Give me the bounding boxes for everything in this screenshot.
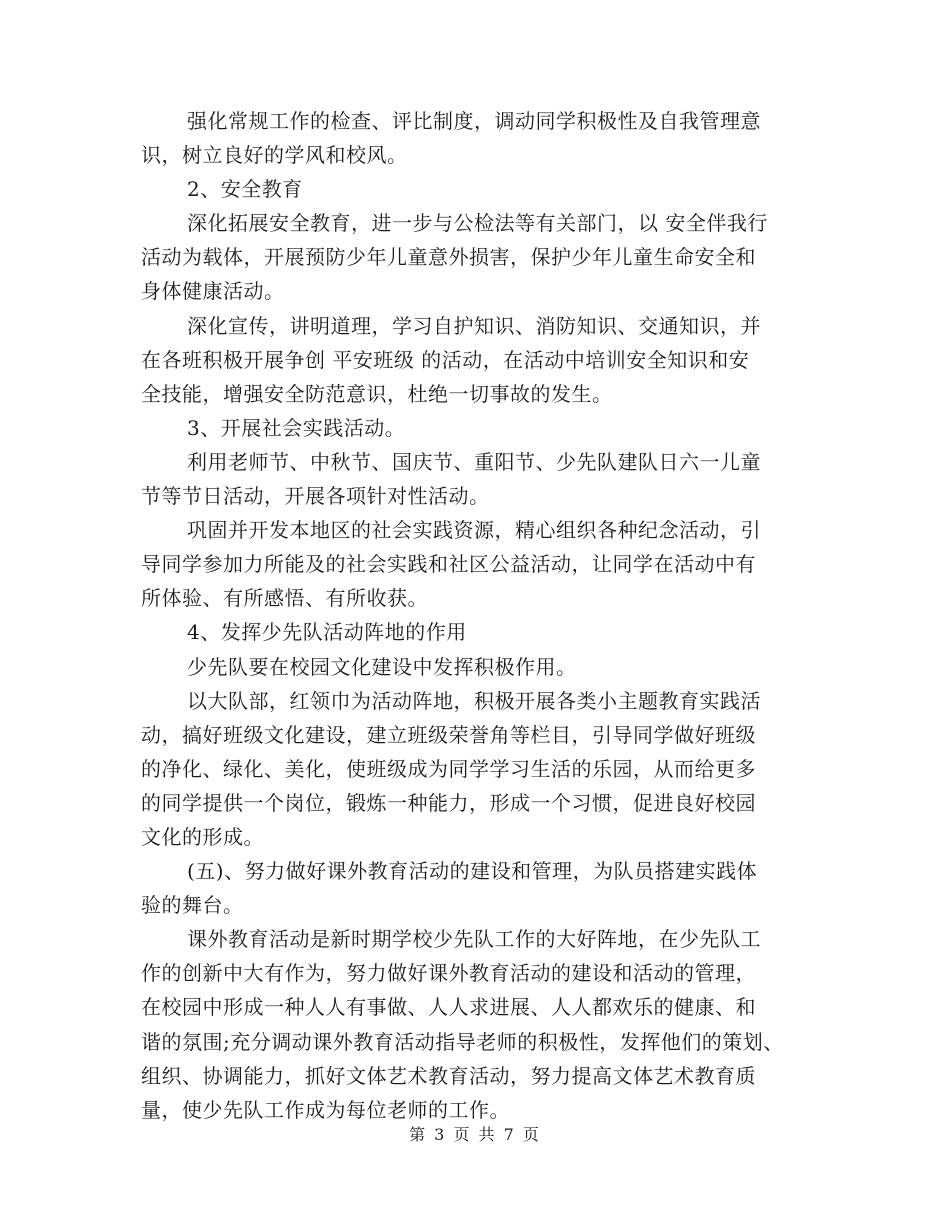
text-line: 文化的形成。 bbox=[141, 824, 264, 849]
text-line: 课外教育活动是新时期学校少先队工作的大好阵地，在少先队工 bbox=[187, 927, 761, 952]
text-line: 动，搞好班级文化建设，建立班级荣誉角等栏目，引导同学做好班级 bbox=[141, 722, 756, 747]
text-line: 活动为载体，开展预防少年儿童意外损害，保护少年儿童生命安全和 bbox=[141, 245, 756, 270]
text-line: 组织、协调能力，抓好文体艺术教育活动，努力提高文体艺术教育质 bbox=[141, 1063, 756, 1088]
text-line: 验的舞台。 bbox=[141, 893, 244, 918]
text-line: 少先队要在校园文化建设中发挥积极作用。 bbox=[187, 654, 577, 679]
document-body bbox=[141, 104, 809, 1127]
text-line: 的净化、绿化、美化，使班级成为同学学习生活的乐园，从而给更多 bbox=[141, 756, 756, 781]
text-line: 在校园中形成一种人人有事做、人人求进展、人人都欢乐的健康、和 bbox=[141, 995, 756, 1020]
page-footer: 第 3 页 共 7 页 bbox=[409, 1125, 541, 1144]
text-line: 全技能，增强安全防范意识，杜绝一切事故的发生。 bbox=[141, 381, 613, 406]
text-line: 所体验、有所感悟、有所收获。 bbox=[141, 586, 428, 611]
text-line: 作的创新中大有作为，努力做好课外教育活动的建设和活动的管理， bbox=[141, 961, 756, 986]
text-line: 深化宣传，讲明道理，学习自护知识、消防知识、交通知识，并 bbox=[187, 313, 761, 338]
text-line: 身体健康活动。 bbox=[141, 279, 285, 304]
text-line: 导同学参加力所能及的社会实践和社区公益活动，让同学在活动中有 bbox=[141, 552, 756, 577]
text-line: 利用老师节、中秋节、国庆节、重阳节、少先队建队日六一儿童 bbox=[187, 449, 761, 474]
text-line: 3、开展社会实践活动。 bbox=[187, 415, 406, 440]
text-line: 巩固并开发本地区的社会实践资源，精心组织各种纪念活动，引 bbox=[187, 518, 761, 543]
text-line: 以大队部，红领巾为活动阵地，积极开展各类小主题教育实践活 bbox=[187, 688, 761, 713]
text-line: 2、安全教育 bbox=[187, 177, 303, 202]
text-line: 在各班积极开展争创 平安班级 的活动，在活动中培训安全知识和安 bbox=[141, 347, 750, 372]
text-line: 的同学提供一个岗位，锻炼一种能力，形成一个习惯，促进良好校园 bbox=[141, 790, 756, 815]
text-line: 量，使少先队工作成为每位老师的工作。 bbox=[141, 1097, 510, 1122]
text-line: 谐的氛围;充分调动课外教育活动指导老师的积极性，发挥他们的策划、 bbox=[141, 1029, 784, 1054]
text-line: 4、发挥少先队活动阵地的作用 bbox=[187, 620, 467, 645]
text-line: 强化常规工作的检查、评比制度，调动同学积极性及自我管理意 bbox=[187, 109, 761, 133]
text-line: (五)、努力做好课外教育活动的建设和管理，为队员搭建实践体 bbox=[187, 859, 758, 884]
text-line: 节等节日活动，开展各项针对性活动。 bbox=[141, 484, 490, 509]
text-line: 识，树立良好的学风和校风。 bbox=[141, 143, 408, 168]
text-line: 深化拓展安全教育，进一步与公检法等有关部门，以 安全伴我行 bbox=[187, 211, 768, 236]
